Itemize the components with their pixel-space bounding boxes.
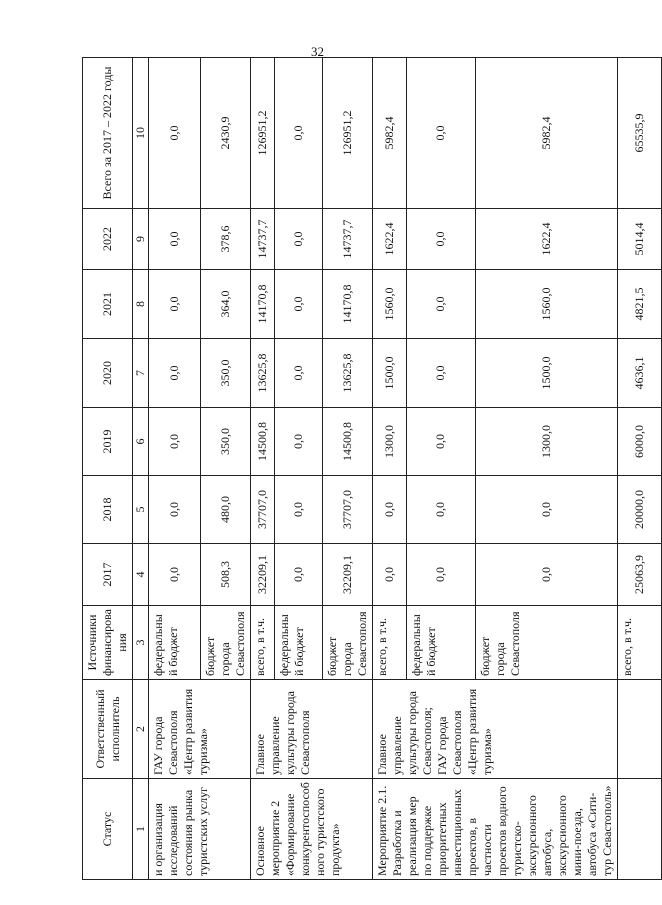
value-cell: 0,0 (149, 270, 201, 339)
value-cell: 1300,0 (373, 408, 407, 476)
header-row (83, 58, 133, 880)
header-2017: 2017 (83, 544, 133, 606)
source-cell: всего, в т.ч. (618, 606, 662, 680)
table-row (251, 58, 275, 880)
value-cell: 37707,0 (251, 476, 275, 544)
value-cell: 0,0 (275, 476, 323, 544)
value-cell: 13625,8 (251, 339, 275, 408)
value-cell: 364,0 (201, 270, 251, 339)
executor-cell: ГАУ города Севастополя «Центр развития туризма» (149, 680, 251, 779)
value-cell: 378,6 (201, 209, 251, 270)
value-cell: 0,0 (407, 544, 475, 606)
column-index: 9 (133, 209, 149, 270)
total-cell: 2430,9 (201, 58, 251, 209)
source-cell: бюджет города Севастополя (201, 606, 251, 680)
value-cell: 0,0 (373, 544, 407, 606)
column-index: 6 (133, 408, 149, 476)
value-cell: 1560,0 (373, 270, 407, 339)
executor-cell-empty (618, 680, 662, 779)
value-cell: 1500,0 (475, 339, 617, 408)
value-cell: 0,0 (407, 408, 475, 476)
header-2018: 2018 (83, 476, 133, 544)
value-cell: 1560,0 (475, 270, 617, 339)
value-cell: 14737,7 (323, 209, 373, 270)
column-index: 7 (133, 339, 149, 408)
source-cell: всего, в т.ч. (373, 606, 407, 680)
header-source: Источники финансирования (83, 606, 133, 680)
value-cell: 350,0 (201, 339, 251, 408)
column-index: 4 (133, 544, 149, 606)
column-index: 5 (133, 476, 149, 544)
source-cell: федеральный бюджет (149, 606, 201, 680)
column-index: 8 (133, 270, 149, 339)
value-cell: 0,0 (149, 209, 201, 270)
value-cell: 0,0 (475, 544, 617, 606)
value-cell: 4636,1 (618, 339, 662, 408)
value-cell: 0,0 (407, 209, 475, 270)
header-total: Всего за 2017 – 2022 годы (83, 58, 133, 209)
column-index: 10 (133, 58, 149, 209)
source-cell: всего, в т.ч. (251, 606, 275, 680)
source-cell: федеральный бюджет (407, 606, 475, 680)
budget-table (82, 57, 662, 880)
executor-cell: Главное управление культуры города Севастополя (251, 680, 373, 779)
value-cell: 32209,1 (251, 544, 275, 606)
header-2020: 2020 (83, 339, 133, 408)
column-index-row (133, 58, 149, 880)
total-cell: 126951,2 (251, 58, 275, 209)
value-cell: 4821,5 (618, 270, 662, 339)
value-cell: 0,0 (407, 476, 475, 544)
total-cell: 0,0 (149, 58, 201, 209)
header-2021: 2021 (83, 270, 133, 339)
value-cell: 14170,8 (251, 270, 275, 339)
value-cell: 14170,8 (323, 270, 373, 339)
value-cell: 0,0 (407, 339, 475, 408)
table-row (149, 58, 201, 880)
header-2022: 2022 (83, 209, 133, 270)
table-row (618, 58, 662, 880)
source-cell: федеральный бюджет (275, 606, 323, 680)
source-cell: бюджет города Севастополя (323, 606, 373, 680)
value-cell: 1622,4 (475, 209, 617, 270)
table-row (373, 58, 407, 880)
value-cell: 0,0 (407, 270, 475, 339)
header-status: Статус (83, 779, 133, 880)
value-cell: 37707,0 (323, 476, 373, 544)
column-index: 1 (133, 779, 149, 880)
value-cell: 0,0 (149, 339, 201, 408)
value-cell: 6000,0 (618, 408, 662, 476)
page-number: 32 (311, 44, 324, 59)
value-cell: 1500,0 (373, 339, 407, 408)
column-index: 3 (133, 606, 149, 680)
value-cell: 0,0 (475, 476, 617, 544)
value-cell: 0,0 (149, 476, 201, 544)
total-cell: 126951,2 (323, 58, 373, 209)
value-cell: 0,0 (275, 209, 323, 270)
value-cell: 0,0 (373, 476, 407, 544)
header-executor: Ответственный исполнитель (83, 680, 133, 779)
value-cell: 5014,4 (618, 209, 662, 270)
value-cell: 0,0 (275, 270, 323, 339)
value-cell: 14500,8 (251, 408, 275, 476)
budget-table-rotated (82, 58, 646, 880)
value-cell: 13625,8 (323, 339, 373, 408)
total-cell: 0,0 (275, 58, 323, 209)
total-cell: 0,0 (407, 58, 475, 209)
header-2019: 2019 (83, 408, 133, 476)
value-cell: 508,3 (201, 544, 251, 606)
column-index: 2 (133, 680, 149, 779)
value-cell: 32209,1 (323, 544, 373, 606)
total-cell: 5982,4 (475, 58, 617, 209)
value-cell: 0,0 (149, 408, 201, 476)
value-cell: 480,0 (201, 476, 251, 544)
value-cell: 0,0 (149, 544, 201, 606)
value-cell: 1622,4 (373, 209, 407, 270)
value-cell: 20000,0 (618, 476, 662, 544)
value-cell: 0,0 (275, 544, 323, 606)
value-cell: 1300,0 (475, 408, 617, 476)
status-cell: Основное мероприятие 2 «Формирование конкурентоспособного туристского продукта» (251, 779, 373, 880)
value-cell: 0,0 (275, 408, 323, 476)
value-cell: 350,0 (201, 408, 251, 476)
value-cell: 14500,8 (323, 408, 373, 476)
value-cell: 0,0 (275, 339, 323, 408)
value-cell: 25063,9 (618, 544, 662, 606)
total-cell: 5982,4 (373, 58, 407, 209)
status-cell-empty (618, 779, 662, 880)
status-cell: Мероприятие 2.1. Разработка и реализация мер по поддержке приоритетных инвестиционных проектов, в частности проектов водного туристско-экскурсионного автобуса, экскурсионного мини-поезда, автобуса «Сити-тур Севастополь» (373, 779, 618, 880)
value-cell: 14737,7 (251, 209, 275, 270)
source-cell: бюджет города Севастополя (475, 606, 617, 680)
total-cell: 65535,9 (618, 58, 662, 209)
executor-cell: Главное управление культуры города Севастополя; ГАУ города Севастополя «Центр развития туризма» (373, 680, 618, 779)
status-cell: и организация исследований состояния рынка туристских услуг (149, 779, 251, 880)
